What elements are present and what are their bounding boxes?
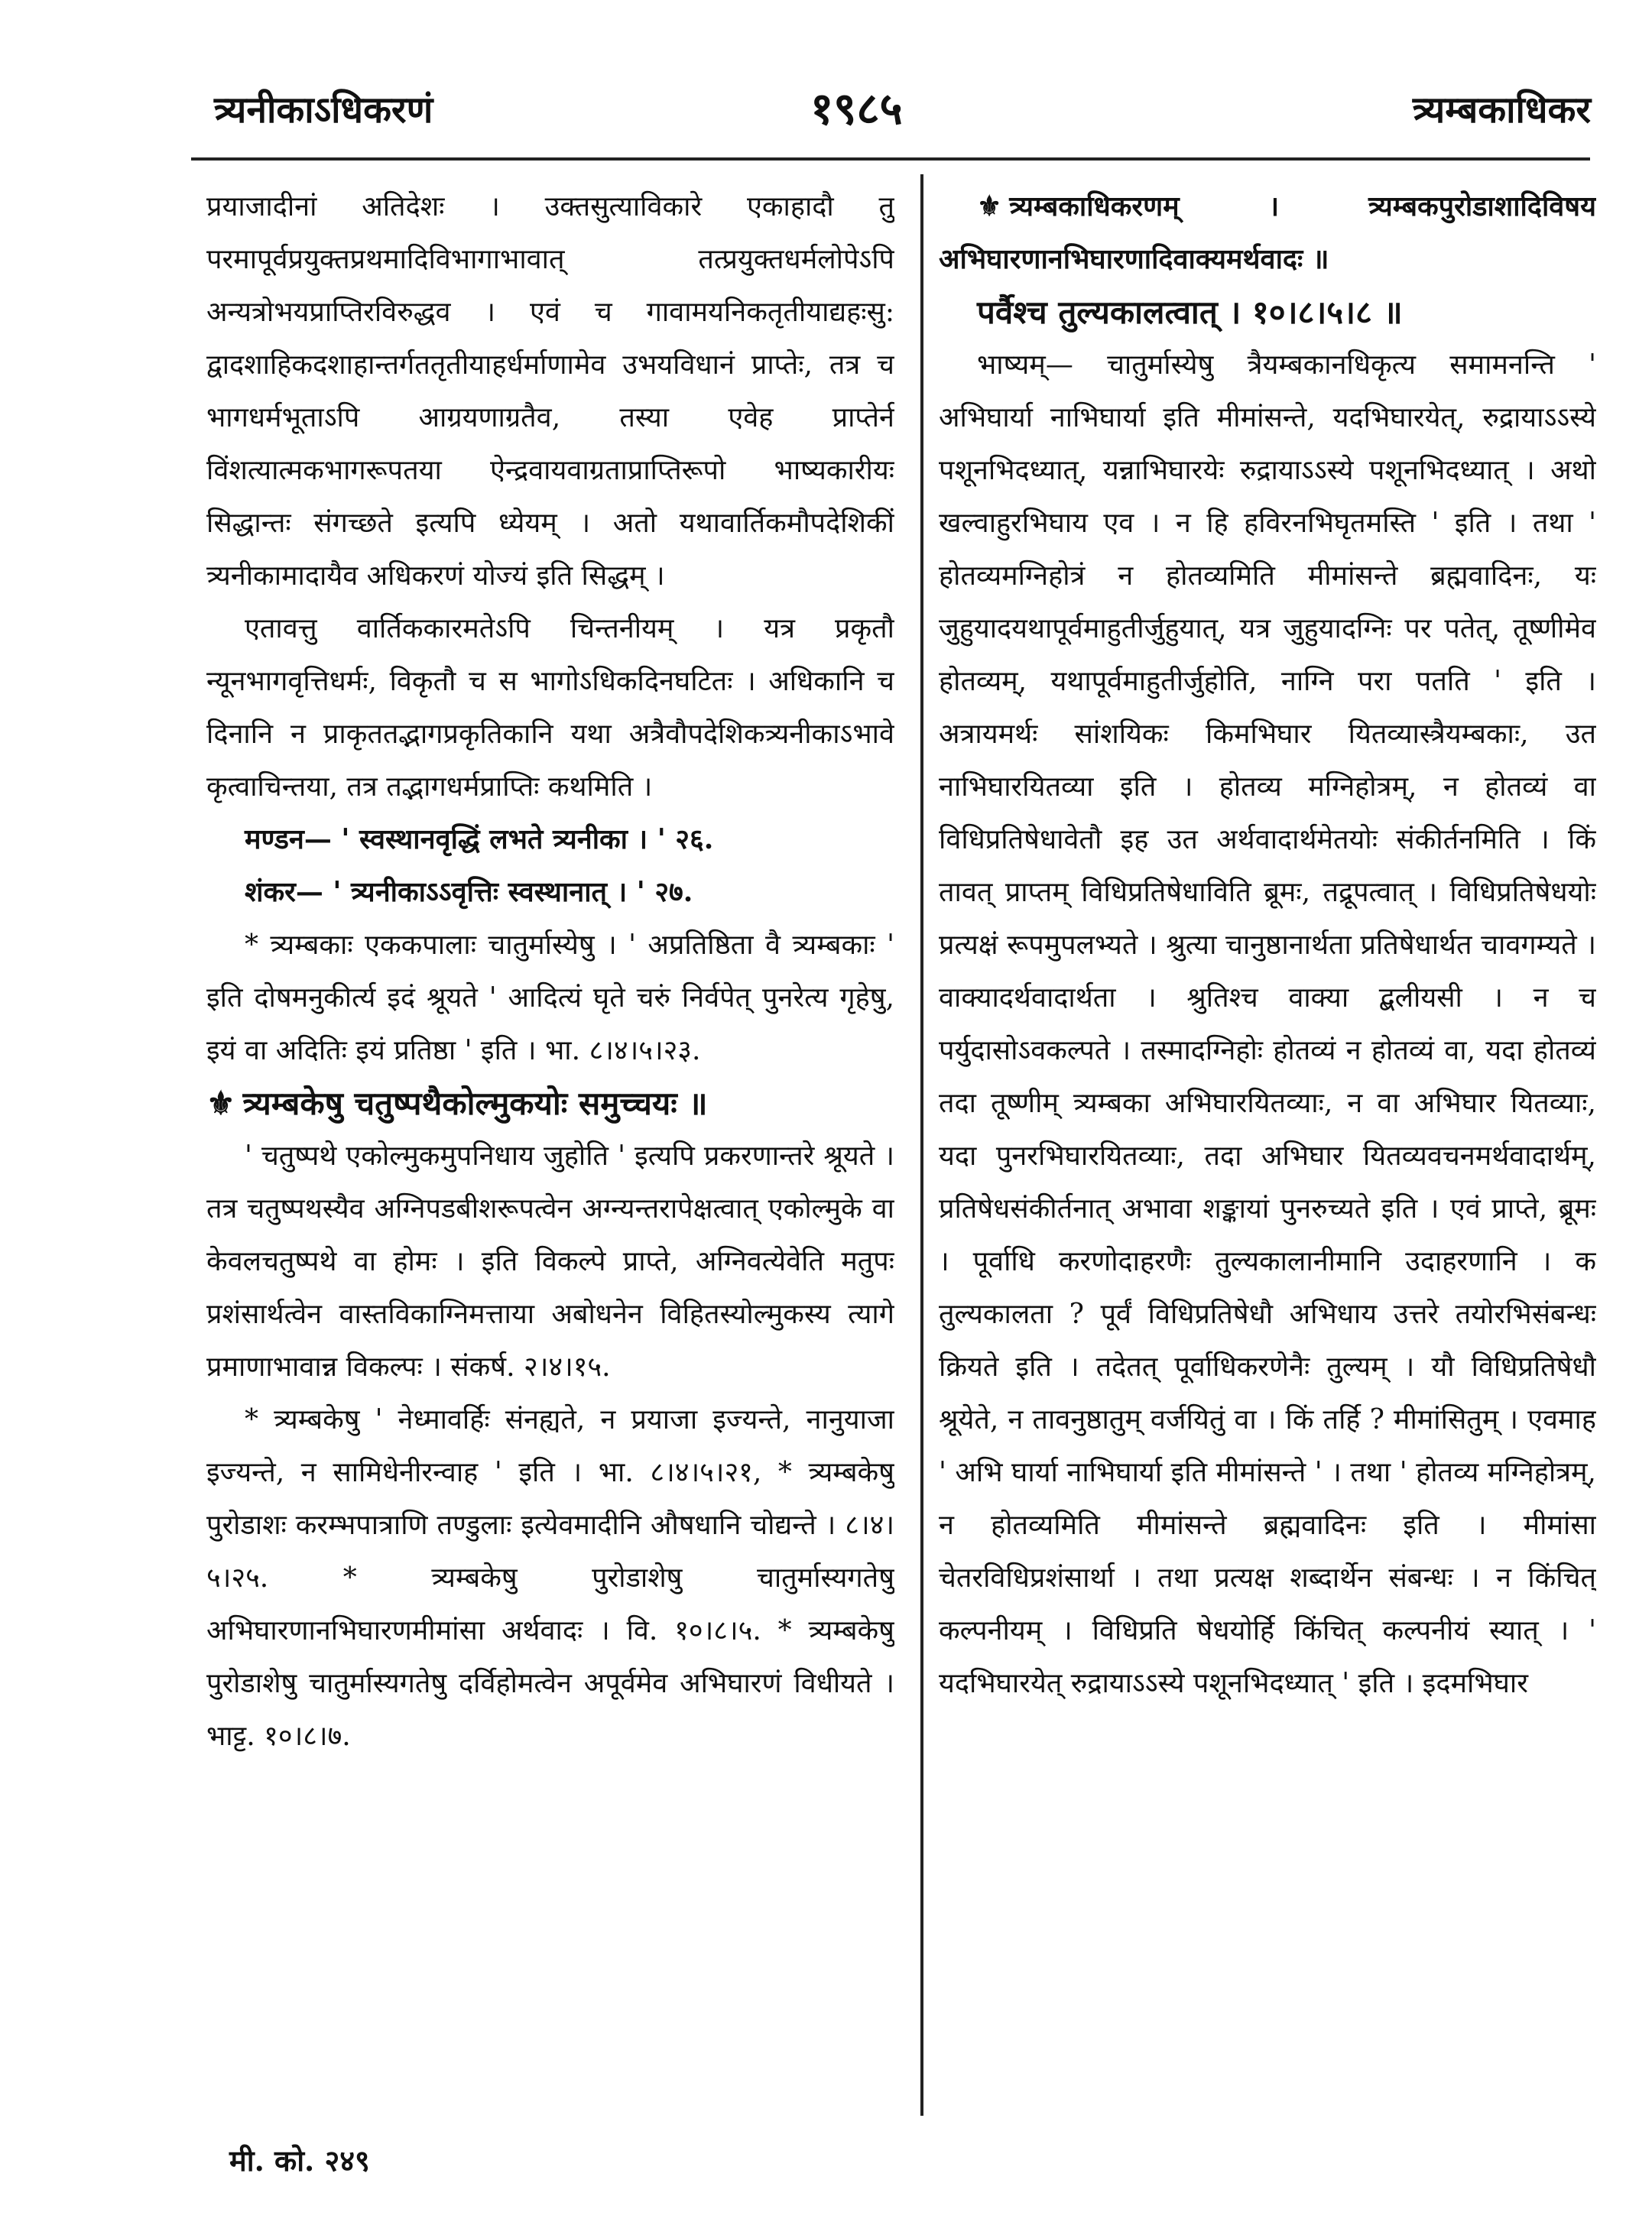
column-divider (920, 174, 923, 2116)
header-rule (191, 157, 1590, 161)
sutra-line: पर्वैश्च तुल्यकालत्वात् । १०।८।५।८ ॥ (977, 294, 1403, 331)
shankara-quote: शंकर— ' त्र्यनीकाऽऽवृत्तिः स्वस्थानात् । ' २७. (245, 876, 693, 908)
page-header (0, 0, 1652, 168)
page-number: १९८५ (810, 83, 903, 135)
section-heading-text: त्र्यम्बकेषु चतुष्पथैकोल्मुकयोः समुच्चयः ॥ (242, 1085, 708, 1122)
left-paragraph-1: प्रयाजादीनां अतिदेशः । उक्तसुत्याविकारे एकाहादौ तु परमापूर्वप्रयुक्तप्रथमादिविभागाभावात् तत्प्रयुक्तधर्मलोपेऽपि अन्यत्रोभयप्राप्तिरविरुद्धव । एवं च गावामयनिकतृतीयाद्यहःसु: द्वादशाहिकदशाहान्तर्गततृतीयाहर्धर्माणामेव उभयविधानं प्राप्तेः, तत्र च भागधर्मभूताऽपि आग्रयणाग्रतैव, तस्या एवेह प्राप्तेर्न विंशत्यात्मकभागरूपतया ऐन्द्रवायवाग्रताप्राप्तिरूपो भाष्यकारीयः सिद्धान्तः संगच्छते इत्यपि ध्येयम् । अतो यथावार्तिकमौपदेशिकीं त्र्यनीकामादायैव अधिकरणं योज्यं इति सिद्धम् । (206, 191, 894, 592)
section-mark-icon: ⚜ (206, 1085, 235, 1122)
left-paragraph-7: ' चतुष्पथे एकोल्मुकमुपनिधाय जुहोति ' इत्यपि प्रकरणान्तरे श्रूयते । तत्र चतुष्पथस्यैव अग्निपडबीशरूपत्वेन अग्न्यन्तरापेक्षत्वात् एकोल्मुके वा केवलचतुष्पथे वा होमः । इति विकल्पे प्राप्ते, अग्निवत्येवेति मतुपः प्रशंसार्थत्वेन वास्तविकाग्निमत्ताया अबोधनेन विहितस्योल्मुकस्य त्यागे प्रमाणाभावान्न विकल्पः । संकर्ष. २।४।१५. (206, 1140, 894, 1383)
footer-signature: मी. को. २४९ (229, 2143, 370, 2178)
left-paragraph-5: * त्र्यम्बकाः एककपालाः चातुर्मास्येषु । ' अप्रतिष्ठिता वै त्र्यम्बकाः ' इति दोषमनुकीर्त्य इदं श्रूयते ' आदित्यं घृते चरुं निर्वपेत् पुनरेत्य गृहेषु, इयं वा अदितिः इयं प्रतिष्ठा ' इति । भा. ८।४।५।२३. (206, 929, 894, 1066)
adhikarana-title: त्र्यम्बकाधिकरणम् । त्र्यम्बकपुरोडाशादिविषय अभिघारणानभिघारणादिवाक्यमर्थवादः ॥ (939, 190, 1596, 275)
section-mark-icon: ⚜ (977, 190, 1002, 222)
header-left-title: त्र्यनीकाऽधिकरणं (214, 89, 433, 131)
bhashya-text: भाष्यम्— चातुर्मास्येषु त्रैयम्बकानधिकृत्य समामनन्ति ' अभिघार्या नाभिघार्या इति मीमांसन्ते, यदभिघारयेत्, रुद्रायाऽऽस्ये पशूनभिदध्यात्, यन्नाभिघारयेः रुद्रायाऽऽस्ये पशूनभिदध्यात् । अथो खल्वाहुरभिघाय एव । न हि हविरनभिघृतमस्ति ' इति । तथा ' होतव्यमग्निहोत्रं न होतव्यमिति मीमांसन्ते ब्रह्मवादिनः, यः जुहुयादयथापूर्वमाहुतीर्जुहुयात्, यत्र जुहुयादग्निः पर पतेत्, तूष्णीमेव होतव्यम्, यथापूर्वमाहुतीर्जुहोति, नाग्नि परा पतति ' इति । अत्रायमर्थः सांशयिकः किमभिघार यितव्यास्त्रैयम्बकाः, उत नाभिघारयितव्या इति । होतव्य मग्निहोत्रम्, न होतव्यं वा विधिप्रतिषेधावेतौ इह उत अर्थवादार्थमेतयोः संकीर्तनमिति । किं तावत् प्राप्तम् विधिप्रतिषेधाविति ब्रूमः, तद्रूपत्वात् । विधिप्रतिषेधयोः प्रत्यक्षं रूपमुपलभ्यते । श्रुत्या चानुष्ठानार्थता प्रतिषेधार्थत चावगम्यते । वाक्यादर्थवादार्थता । श्रुतिश्च वाक्या द्बलीयसी । न च पर्युदासोऽवकल्पते । तस्मादग्निहोः होतव्यं न होतव्यं वा, यदा होतव्यं तदा तूष्णीम् त्र्यम्बका अभिघारयितव्याः, न वा अभिघार यितव्याः, यदा पुनरभिघारयितव्याः, तदा अभिघार यितव्यवचनमर्थवादार्थम्, प्रतिषेधसंकीर्तनात् अभावा शङ्कायां पुनरुच्यते इति । एवं प्राप्ते, ब्रूमः । पूर्वाधि करणोदाहरणैः तुल्यकालानीमानि उदाहरणानि । क तुल्यकालता ? पूर्वं विधिप्रतिषेधौ अभिधाय उत्तरे तयोरभिसंबन्धः क्रियते इति । तदेतत् पूर्वाधिकरणेनैः तुल्यम् । यौ विधिप्रतिषेधौ श्रूयेते, न तावनुष्ठातुम् वर्जयितुं वा । किं तर्हि ? मीमांसितुम् । एवमाह ' अभि घार्या नाभिघार्या इति मीमांसन्ते ' । तथा ' होतव्य मग्निहोत्रम्, न होतव्यमिति मीमांसन्ते ब्रह्मवादिनः इति । मीमांसा चेतरविधिप्रशंसार्था । तथा प्रत्यक्ष शब्दार्थेन संबन्धः । न किंचित् कल्पनीयम् । विधिप्रति षेधयोर्हि किंचित् कल्पनीयं स्यात् । ' यदभिघारयेत् रुद्रायाऽऽस्ये पशूनभिदध्यात् ' इति । इदमभिघार (939, 349, 1596, 1699)
header-right-title: त्र्यम्बकाधिकर (1412, 89, 1591, 131)
mandana-quote: मण्डन— ' स्वस्थानवृद्धिं लभते त्र्यनीका । ' २६. (245, 823, 714, 855)
section-heading-left (206, 1077, 894, 1130)
right-column (939, 180, 1596, 2137)
left-paragraph-2: एतावत्तु वार्तिककारमतेऽपि चिन्तनीयम् । यत्र प्रकृतौ न्यूनभागवृत्तिधर्मः, विकृतौ च स भागोऽधिकदिनघटितः । अधिकानि च दिनानि न प्राकृततद्भागप्रकृतिकानि यथा अत्रैवौपदेशिकत्र्यनीकाऽभावे कृत्वाचिन्तया, तत्र तद्भागधर्मप्राप्तिः कथमिति । (206, 613, 894, 803)
right-heading (939, 180, 1596, 286)
left-column (206, 180, 894, 2137)
left-paragraph-8: * त्र्यम्बकेषु ' नेध्मावर्हिः संनह्यते, न प्रयाजा इज्यन्ते, नानुयाजा इज्यन्ते, न सामिधेनीरन्वाह ' इति । भा. ८।४।५।२१, * त्र्यम्बकेषु पुरोडाशः करम्भपात्राणि तण्डुलाः इत्येवमादीनि औषधानि चोद्यन्ते । ८।४।५।२५. * त्र्यम्बकेषु पुरोडाशेषु चातुर्मास्यगतेषु अभिघारणानभिघारणमीमांसा अर्थवादः । वि. १०।८।५. * त्र्यम्बकेषु पुरोडाशेषु चातुर्मास्यगतेषु दर्विहोमत्वेन अपूर्वमेव अभिघारणं विधीयते । भाट्ट. १०।८।७. (206, 1404, 894, 1752)
